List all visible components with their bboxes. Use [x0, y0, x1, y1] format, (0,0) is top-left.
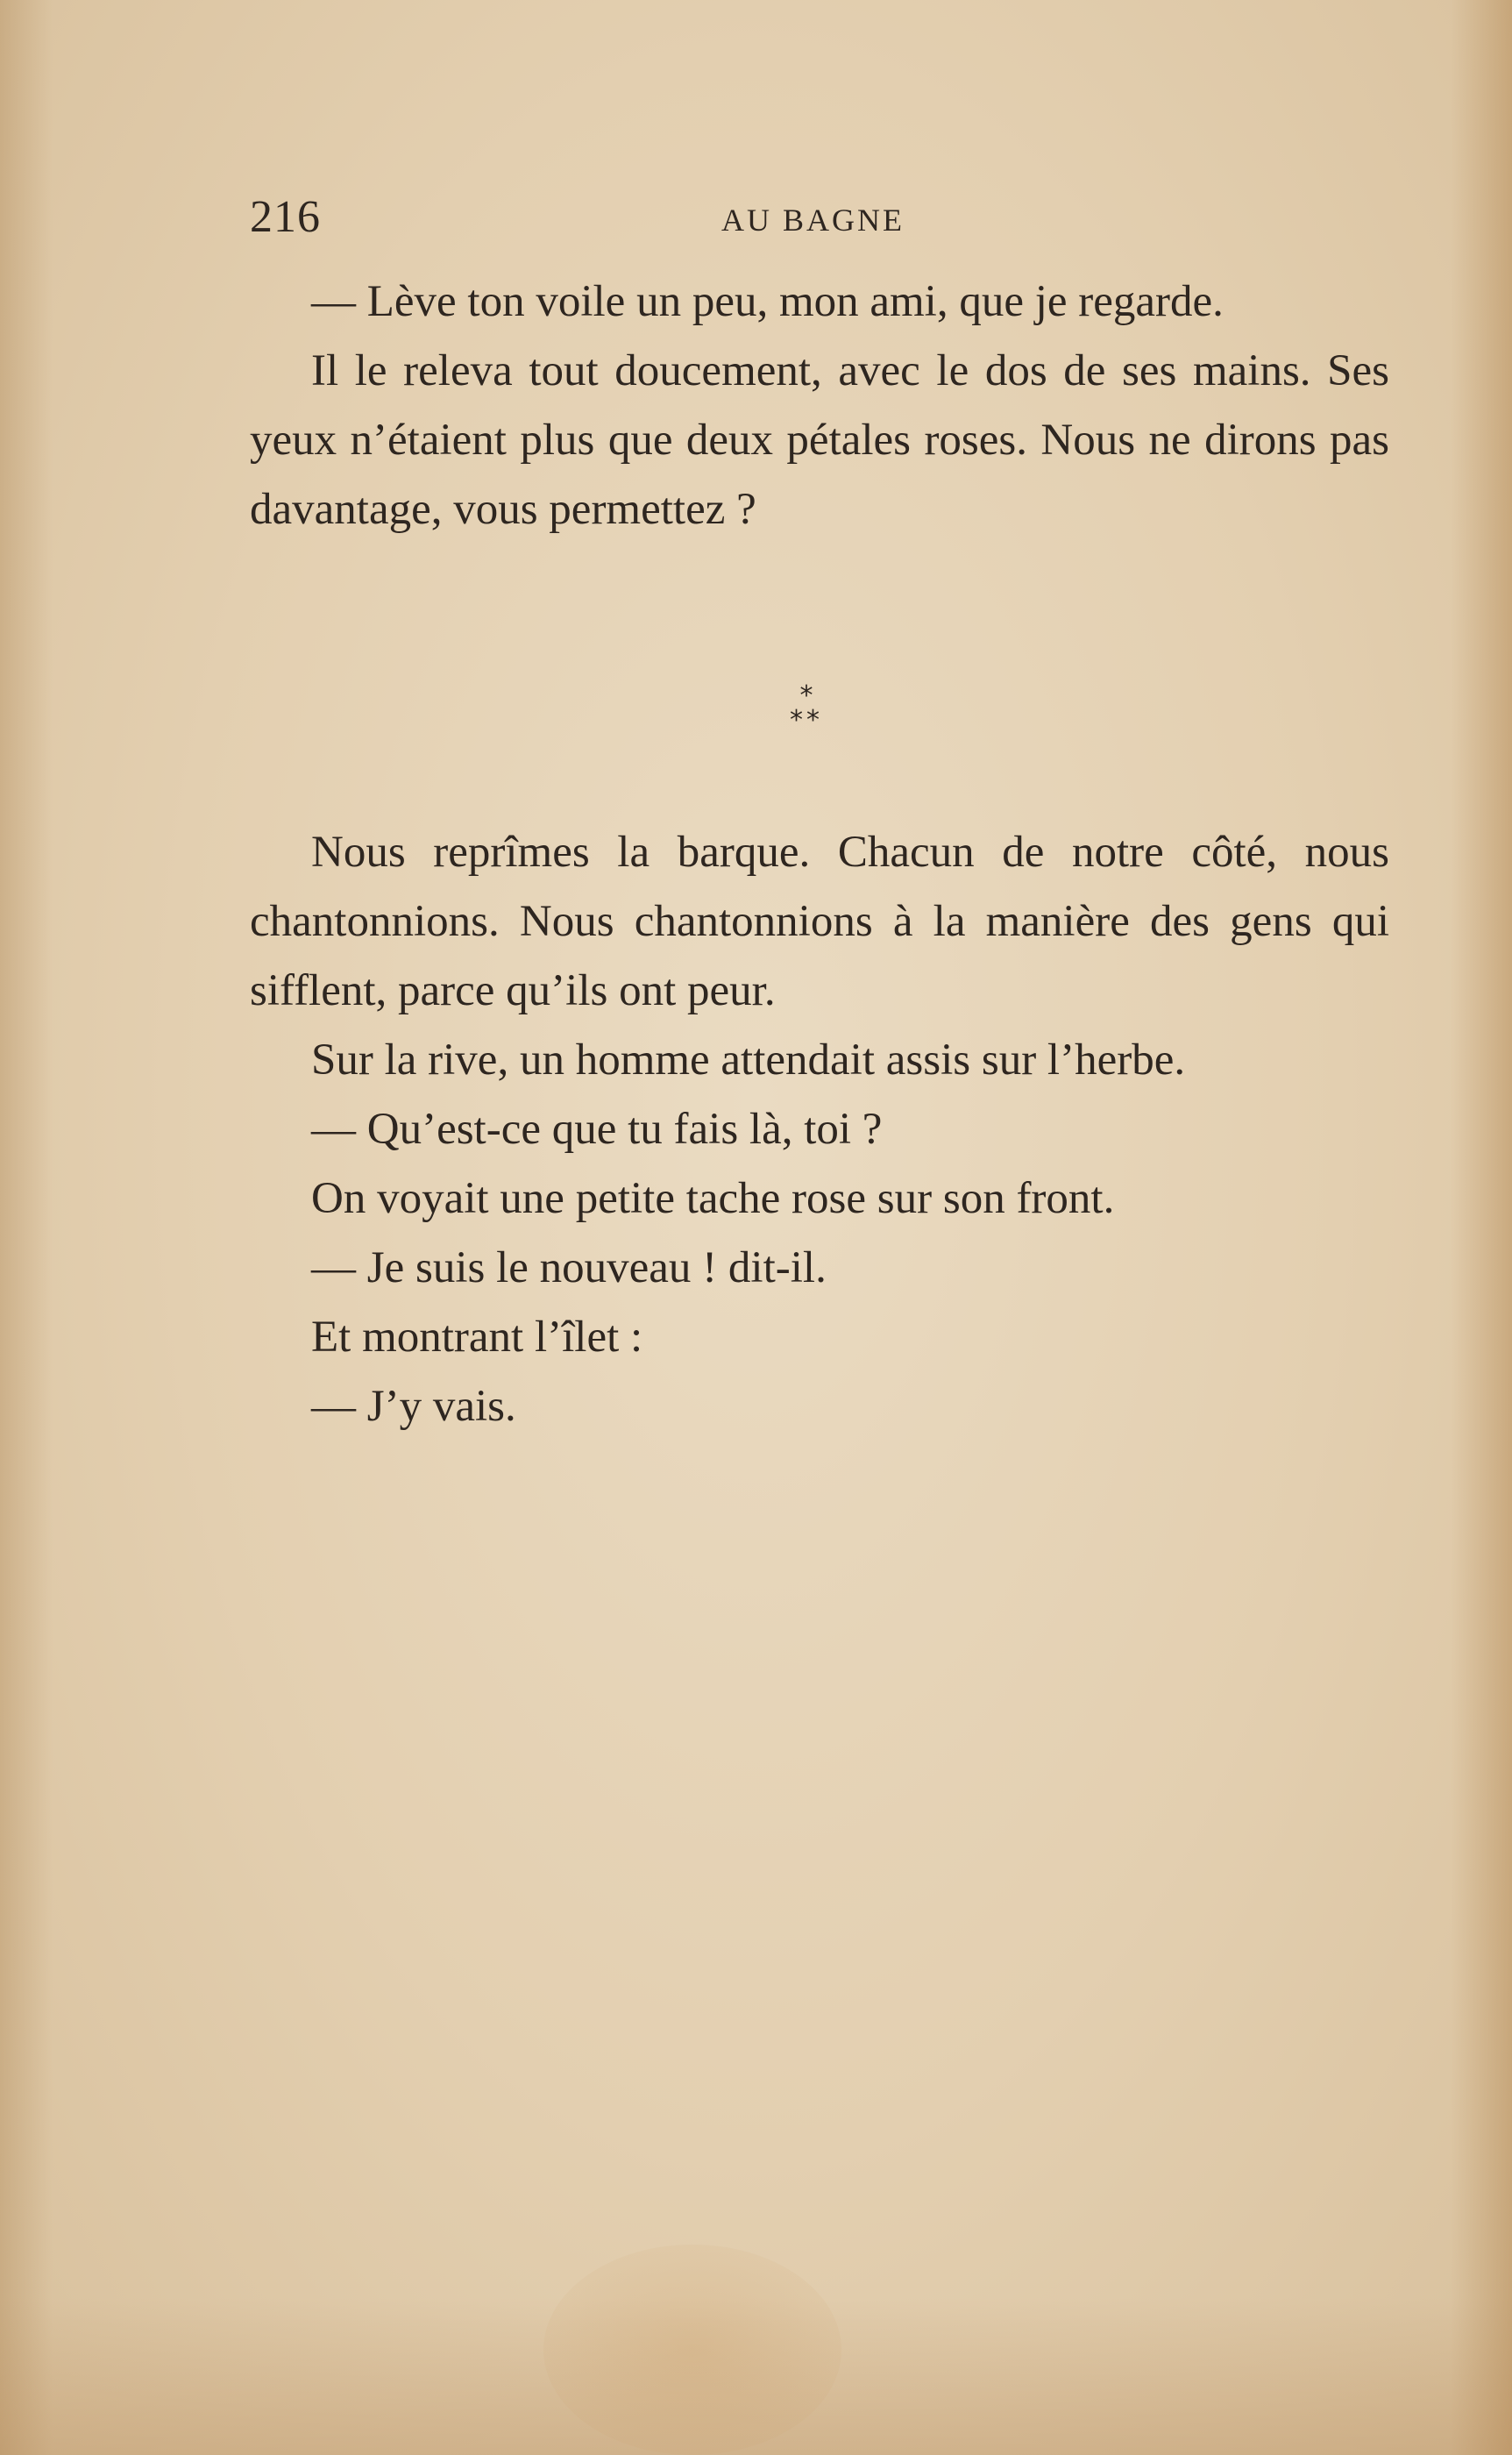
dialogue-line: — Qu’est-ce que tu fais là, toi ?: [311, 1105, 883, 1154]
page-edge-shadow-right: [1451, 0, 1512, 2455]
section-break-asterism: [771, 680, 841, 754]
text-block-2: [250, 818, 1389, 1441]
page-edge-shadow-left: [0, 0, 53, 2455]
dialogue-line: — J’y vais.: [311, 1382, 516, 1431]
paragraph: Il le releva tout doucement, avec le dos de ses mains. Ses yeux n’étaient plus que deux pétales roses. Nous ne dirons pas davantage, vous permettez ?: [250, 346, 1389, 534]
text-block-1: [250, 267, 1389, 544]
paper-stain: [543, 2245, 841, 2455]
paragraph: — Lève ton voile un peu, mon ami, que je regarde.: [311, 277, 1224, 326]
paragraph: On voyait une petite tache rose sur son front.: [311, 1174, 1115, 1223]
paragraph: Nous reprîmes la barque. Chacun de notre côté, nous chantonnions. Nous chantonnions à la manière des gens qui sifflent, parce qu’ils ont peur.: [250, 828, 1389, 1015]
running-head: AU BAGNE: [721, 203, 905, 238]
page-number: 216: [250, 192, 321, 242]
paragraph: Et montrant l’îlet :: [311, 1313, 643, 1362]
asterism-bottom-stars: **: [790, 705, 823, 736]
paragraph: Sur la rive, un homme attendait assis sur l’herbe.: [311, 1035, 1186, 1085]
dialogue-line: — Je suis le nouveau ! dit-il.: [311, 1243, 827, 1292]
page-header: [250, 191, 1389, 253]
asterism-top-star: *: [799, 680, 813, 711]
